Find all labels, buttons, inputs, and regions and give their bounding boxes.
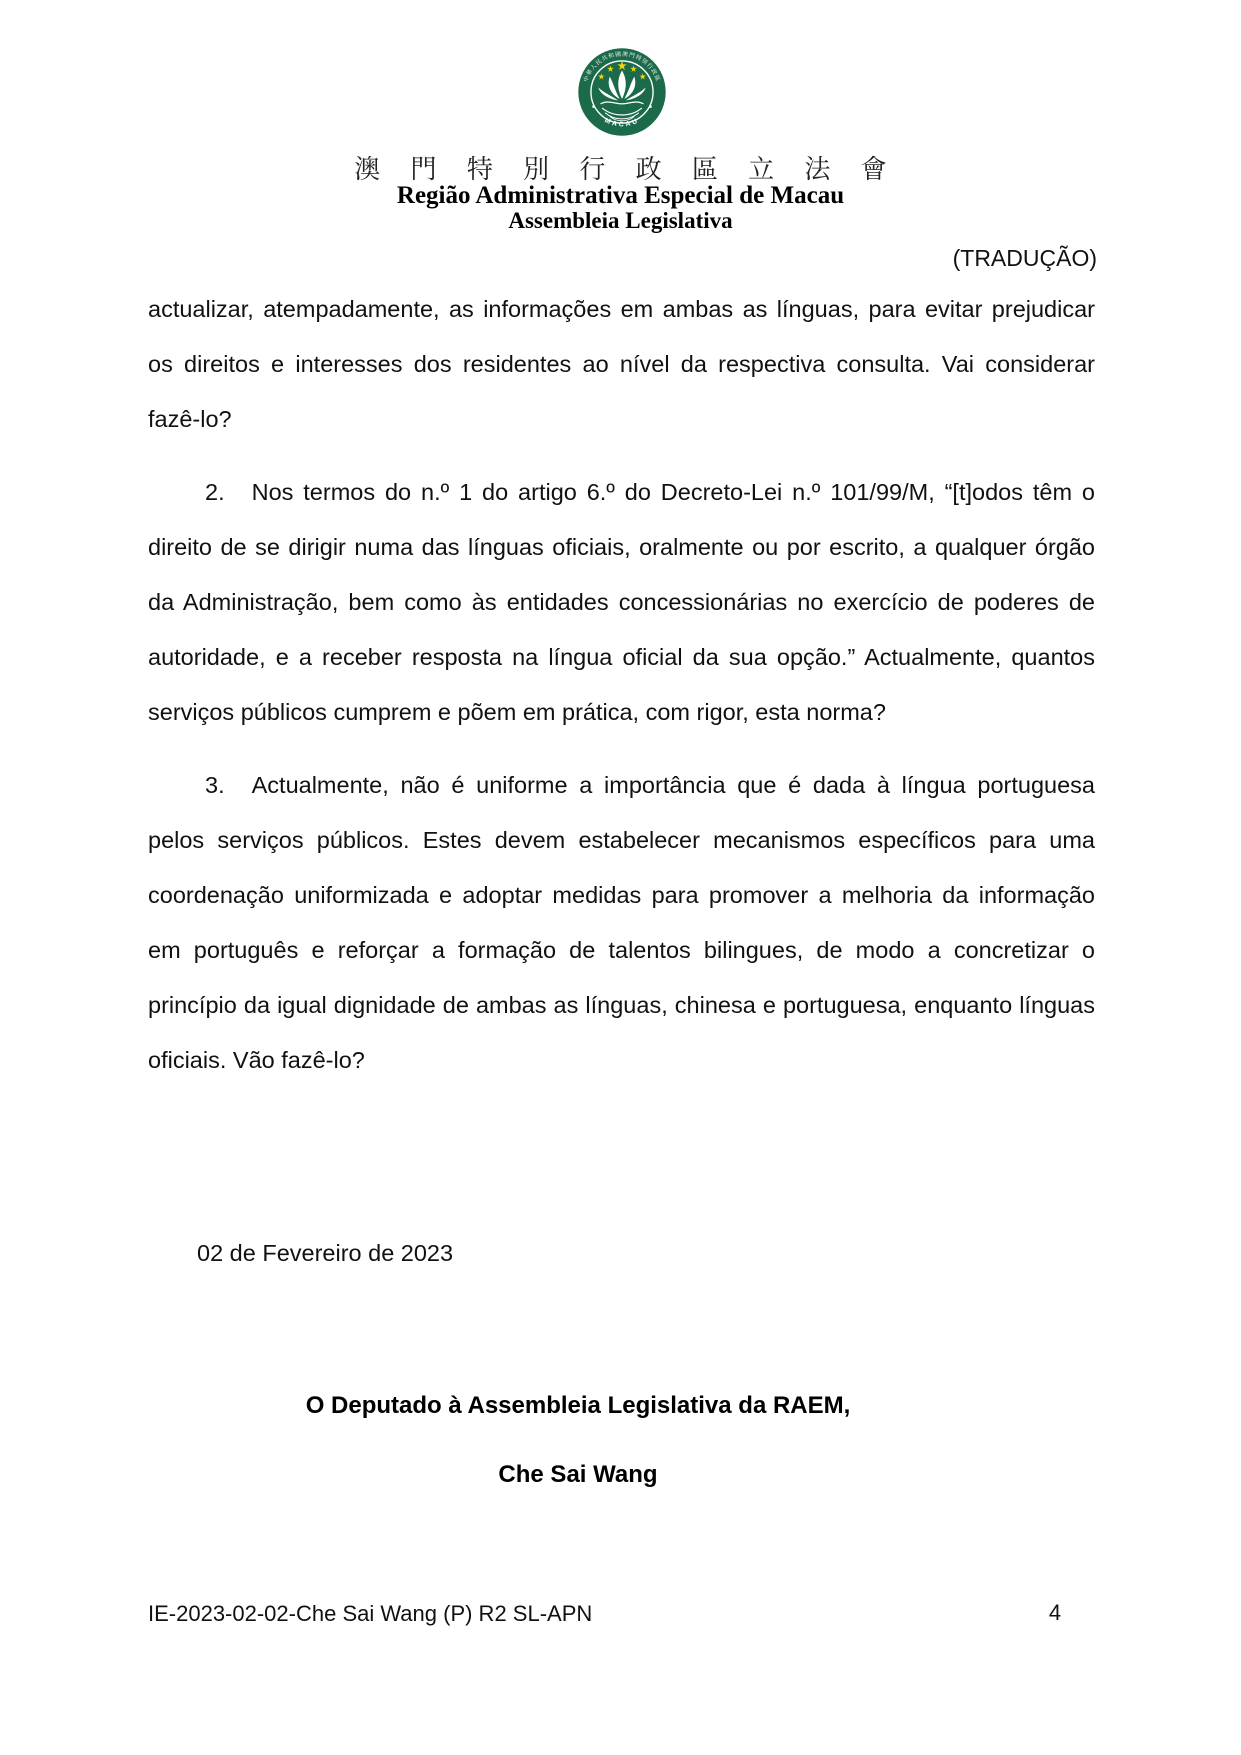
emblem-side-star-right xyxy=(649,105,652,108)
paragraph-text: Actualmente, não é uniforme a importância que é dada à língua portuguesa pelos serviços públicos. Estes devem estabelecer mecanismos específicos para uma coordenação uniformizada e adoptar medidas para promover a melhoria da informação em português e reforçar a formação de talentos bilingues, de modo a concretizar o princípio da igual dignidade de ambas as línguas, chinesa e portuguesa, enquanto línguas oficiais. Vão fazê-lo? xyxy=(148,772,1095,1073)
header-title-portuguese: Região Administrativa Especial de Macau xyxy=(396,182,845,209)
header-subtitle-assembleia: Assembleia Legislativa xyxy=(508,208,733,233)
macau-emblem xyxy=(576,46,668,138)
paragraph-3 xyxy=(148,758,1095,1088)
emblem-ring-text: 中華人民共和國澳門特別行政區 xyxy=(583,51,661,83)
header-title-chinese: 澳 門 特 別 行 政 區 立 法 會 xyxy=(354,155,898,185)
paragraph-number: 3. xyxy=(205,772,225,798)
paragraph-text: actualizar, atempadamente, as informações em ambas as línguas, para evitar prejudicar os direitos e interesses dos residentes ao nível da respectiva consulta. Vai considerar fazê-lo? xyxy=(148,296,1095,432)
paragraph-text: Nos termos do n.º 1 do artigo 6.º do Decreto-Lei n.º 101/99/M, “[t]odos têm o direito de se dirigir numa das línguas oficiais, oralmente ou por escrito, a qualquer órgão da Administração, bem como às entidades concessionárias no exercício de poderes de autoridade, e a receber resposta na língua oficial da sua opção.” Actualmente, quantos serviços públicos cumprem e põem em prática, com rigor, esta norma? xyxy=(148,479,1095,725)
paragraph-2 xyxy=(148,465,1095,740)
emblem-macau-label: MACAU xyxy=(603,117,641,129)
document-date: 02 de Fevereiro de 2023 xyxy=(197,1240,454,1266)
signature-name: Che Sai Wang xyxy=(498,1461,658,1488)
document-body xyxy=(148,282,1095,1106)
footer-page-number: 4 xyxy=(1048,1600,1062,1625)
macau-emblem-graphic xyxy=(576,46,668,138)
translation-tag: (TRADUÇÃO) xyxy=(952,245,1097,271)
signature-title: O Deputado à Assembleia Legislativa da RAEM, xyxy=(305,1392,851,1419)
emblem-side-star-left xyxy=(592,105,595,108)
footer-reference: IE-2023-02-02-Che Sai Wang (P) R2 SL-APN xyxy=(148,1601,593,1626)
paragraph-continuation xyxy=(148,282,1095,447)
paragraph-number: 2. xyxy=(205,479,225,505)
